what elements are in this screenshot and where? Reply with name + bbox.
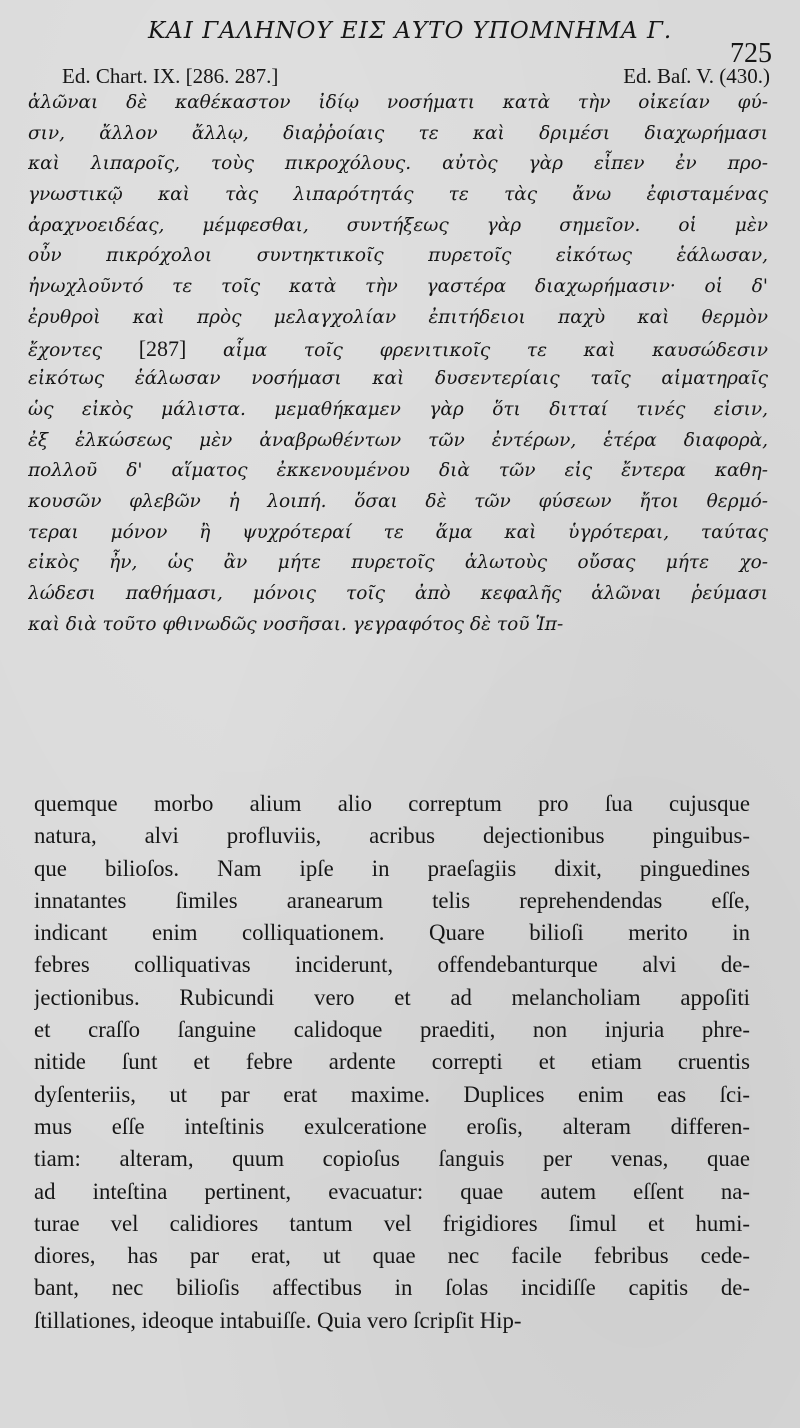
latin-line: natura, alvi profluviis, acribus dejectionibus pinguibus- xyxy=(34,823,750,849)
greek-line: σιν, ἄλλον ἄλλῳ, διαῤῥοίαις τε καὶ δριμέσι διαχωρήμασι xyxy=(28,122,768,144)
latin-line: et craſſo ſanguine calidoque praediti, non injuria phre- xyxy=(34,1017,750,1043)
latin-line: turae vel calidiores tantum vel frigidiores ſimul et humi- xyxy=(34,1210,750,1236)
greek-line: ἐρυθροὶ καὶ πρὸς μελαγχολίαν ἐπιτήδειοι παχὺ καὶ θερμὸν xyxy=(28,306,768,328)
latin-line: quemque morbo alium alio correptum pro ſua cujusque xyxy=(34,791,750,816)
greek-line: οὖν πικρόχολοι συντηκτικοῖς πυρετοῖς εἰκότως ἑάλωσαν, xyxy=(28,245,768,267)
latin-line: tiam: alteram, quum copioſus ſanguis per venas, quae xyxy=(34,1146,750,1172)
latin-line: nitide ſunt et febre ardente correpti et etiam cruentis xyxy=(34,1049,750,1075)
greek-text-block xyxy=(28,88,768,640)
latin-line: bant, nec bilioſis affectibus in ſolas incidiſſe capitis de- xyxy=(34,1275,750,1301)
latin-line: ſtillationes, ideoque intabuiſſe. Quia vero ſcripſit Hip- xyxy=(34,1307,522,1333)
running-head: ΚΑΙ ΓΑΛΗΝΟΥ ΕΙΣ ΑΥΤΟ ΥΠΟΜΝΗΜΑ Γ. xyxy=(148,18,673,44)
greek-line-with-page-marker xyxy=(28,334,768,365)
latin-line: ad inteſtina pertinent, evacuatur: quae autem eſſent na- xyxy=(34,1178,750,1204)
latin-line: jectionibus. Rubicundi vero et ad melancholiam appoſiti xyxy=(34,984,750,1010)
greek-line: ἠνωχλοῦντό τε τοῖς κατὰ τὴν γαστέρα διαχωρήμασιν· οἱ δ' xyxy=(28,276,768,298)
greek-line: καὶ διὰ τοῦτο φθινωδῶς νοσῆσαι. γεγραφότος δὲ τοῦ Ἱπ- xyxy=(28,613,564,635)
greek-line: εἰκὸς ἦν, ὡς ἂν μήτε πυρετοῖς ἁλωτοὺς οὔσας μήτε χο- xyxy=(28,552,768,574)
latin-line: diores, has par erat, ut quae nec facile febribus cede- xyxy=(34,1243,750,1269)
greek-line-end: αἷμα τοῖς φρενιτικοῖς τε καὶ καυσώδεσιν xyxy=(223,339,768,361)
greek-line: ὡς εἰκὸς μάλιστα. μεμαθήκαμεν γὰρ ὅτι διτταί τινές εἰσιν, xyxy=(28,398,768,420)
greek-line: εἰκότως ἑάλωσαν νοσήμασι καὶ δυσεντερίαις ταῖς αἱματηραῖς xyxy=(28,368,768,390)
latin-line: innatantes ſimiles aranearum telis reprehendendas eſſe, xyxy=(34,887,750,913)
latin-line: febres colliquativas inciderunt, offendebanturque alvi de- xyxy=(34,952,750,978)
latin-line: mus eſſe inteſtinis exulceratione eroſis, alteram differen- xyxy=(34,1113,750,1139)
greek-line: πολλοῦ δ' αἵματος ἐκκενουμένου διὰ τῶν εἰς ἔντερα καθη- xyxy=(28,460,768,482)
greek-line: ἐξ ἑλκώσεως μὲν ἀναβρωθέντων τῶν ἐντέρων, ἑτέρα διαφορὰ, xyxy=(28,429,768,451)
page-number: 725 xyxy=(730,38,772,69)
latin-line: indicant enim colliquationem. Quare bilioſi merito in xyxy=(34,920,750,946)
greek-line-start: ἔχοντες xyxy=(28,339,103,361)
greek-line: γνωστικῷ καὶ τὰς λιπαρότητάς τε τὰς ἄνω ἐφισταμένας xyxy=(28,184,768,206)
edition-chartier-ref: Ed. Chart. IX. [286. 287.] xyxy=(62,64,279,88)
greek-line: καὶ λιπαροῖς, τοὺς πικροχόλους. αὐτὸς γὰρ εἶπεν ἐν προ- xyxy=(28,153,768,175)
page-marker: [287] xyxy=(138,335,187,361)
edition-basel-ref: Ed. Baſ. V. (430.) xyxy=(623,64,770,88)
greek-line: τεραι μόνον ἢ ψυχρότεραί τε ἅμα καὶ ὑγρότεραι, ταύτας xyxy=(28,521,768,543)
greek-line: ἀραχνοειδέας, μέμφεσθαι, συντήξεως γὰρ σημεῖον. οἱ μὲν xyxy=(28,214,768,236)
greek-line: κουσῶν φλεβῶν ἡ λοιπή. ὅσαι δὲ τῶν φύσεων ἤτοι θερμό- xyxy=(28,490,768,512)
latin-text-block xyxy=(34,788,750,1337)
latin-line: dyſenteriis, ut par erat maxime. Duplices enim eas ſci- xyxy=(34,1081,750,1107)
greek-line: λώδεσι παθήμασι, μόνοις τοῖς ἀπὸ κεφαλῆς ἁλῶναι ῥεύμασι xyxy=(28,583,768,604)
greek-line: ἁλῶναι δὲ καθέκαστον ἰδίῳ νοσήματι κατὰ τὴν οἰκείαν φύ- xyxy=(28,92,768,113)
latin-line: que bilioſos. Nam ipſe in praeſagiis dixit, pinguedines xyxy=(34,855,750,881)
